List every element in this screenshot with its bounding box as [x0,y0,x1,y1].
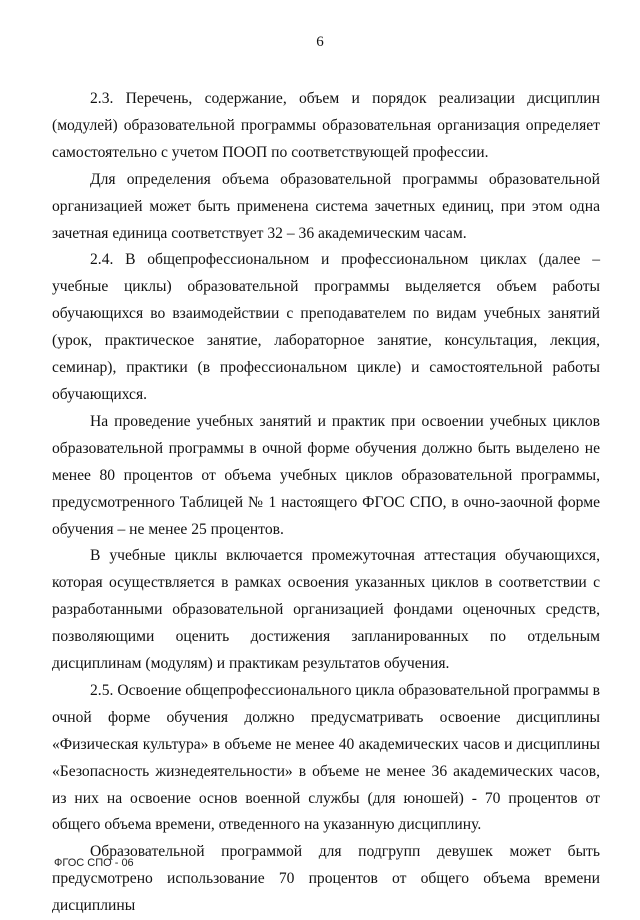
paragraph-2-4: 2.4. В общепрофессиональном и профессиональном циклах (далее – учебные циклы) образовательной программы выделяется объем работы обучающихся во взаимодействии с преподавателем по видам учебных занятий (урок, практическое занятие, лабораторное занятие, консультация, лекция, семинар), практики (в профессиональном цикле) и самостоятельной работы обучающихся. [52,251,600,403]
paragraph-credit-units: Для определения объема образовательной программы образовательной организацией может быть применена система зачетных единиц, при этом одна зачетная единица соответствует 32 – 36 академическим часам. [52,170,600,242]
paragraph-attestation: В учебные циклы включается промежуточная аттестация обучающихся, которая осуществляется в рамках освоения указанных циклов в соответствии с разработанными образовательной организацией фондами оценочных средств, позволяющими оценить достижения запланированных по отдельным дисциплинам (модулям) и практикам результатов обучения. [52,547,600,673]
paragraph-2-3: 2.3. Перечень, содержание, объем и порядок реализации дисциплин (модулей) образовательной программы образовательная организация определяет самостоятельно с учетом ПООП по соответствующей профессии. [52,90,600,161]
paragraph-girls-subgroups: Образовательной программой для подгрупп девушек может быть предусмотрено использование 70 процентов от общего объема времени дисциплины [52,843,600,915]
document-footer: ФГОС СПО - 06 [54,857,134,869]
document-body [52,86,600,920]
paragraph-2-5: 2.5. Освоение общепрофессионального цикла образовательной программы в очной форме обучения должно предусматривать освоение дисциплины «Физическая культура» в объеме не менее 40 академических часов и дисциплины «Безопасность жизнедеятельности» в объеме не менее 36 академических часов, из них на освоение основ военной службы (для юношей) - 70 процентов от общего объема времени, отведенного на указанную дисциплину. [52,681,600,834]
page-number: 6 [316,34,324,50]
paragraph-class-hours: На проведение учебных занятий и практик при освоении учебных циклов образовательной программы в очной форме обучения должно быть выделено не менее 80 процентов от объема учебных циклов образовательной программы, предусмотренного Таблицей № 1 настоящего ФГОС СПО, в очно-заочной форме обучения – не менее 25 процентов. [52,412,600,538]
